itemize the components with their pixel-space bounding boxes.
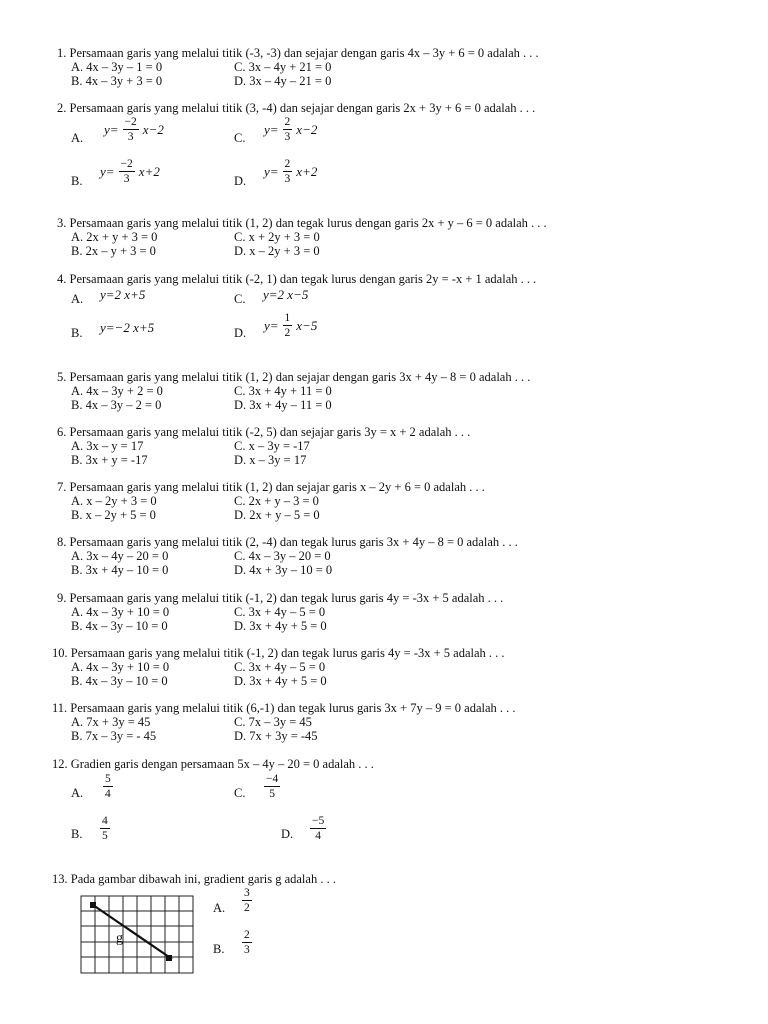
q10-option-d: D. 3x + 4y + 5 = 0 bbox=[234, 674, 327, 688]
q11-option-d: D. 7x + 3y = -45 bbox=[234, 729, 318, 743]
q2-option-b: y= $\frac{-2}{3}$ x+2 bbox=[100, 158, 160, 186]
q13-label-b: B. bbox=[213, 942, 225, 956]
q4-option-d: y= $\frac{1}{2}$ x−5 bbox=[264, 312, 318, 340]
q12-option-b: $\frac{4}{5}$ bbox=[102, 815, 108, 843]
q12-label-b: B. bbox=[71, 827, 83, 841]
q7-option-a: A. x – 2y + 3 = 0 bbox=[71, 494, 157, 508]
q6-option-c: C. x – 3y = -17 bbox=[234, 439, 310, 453]
question-10-stem: 10. Persamaan garis yang melalui titik (-1, 2) dan tegak lurus garis 4y = -3x + 5 adalah . . . bbox=[52, 646, 505, 660]
q8-option-a: A. 3x – 4y – 20 = 0 bbox=[71, 549, 169, 563]
q1-option-b: B. 4x – 3y + 3 = 0 bbox=[71, 74, 163, 88]
q5-option-b: B. 4x – 3y – 2 = 0 bbox=[71, 398, 162, 412]
q2-label-d: D. bbox=[234, 174, 247, 188]
question-11-stem: 11. Persamaan garis yang melalui titik (6,-1) dan tegak lurus garis 3x + 7y – 9 = 0 adalah . . . bbox=[52, 701, 516, 715]
q11-option-c: C. 7x – 3y = 45 bbox=[234, 715, 312, 729]
q9-option-a: A. 4x – 3y + 10 = 0 bbox=[71, 605, 170, 619]
q12-label-c: C. bbox=[234, 786, 246, 800]
q10-option-c: C. 3x + 4y – 5 = 0 bbox=[234, 660, 326, 674]
question-5-stem: 5. Persamaan garis yang melalui titik (1, 2) dan sejajar dengan garis 3x + 4y – 8 = 0 adalah . . . bbox=[57, 370, 531, 384]
q3-option-c: C. x + 2y + 3 = 0 bbox=[234, 230, 320, 244]
q4-option-c: y=2 x−5 bbox=[263, 287, 309, 302]
q6-option-a: A. 3x – y = 17 bbox=[71, 439, 144, 453]
q13-option-a: $\frac{3}{2}$ bbox=[244, 887, 250, 915]
q9-option-d: D. 3x + 4y + 5 = 0 bbox=[234, 619, 327, 633]
q4-label-c: C. bbox=[234, 292, 246, 306]
q4-label-d: D. bbox=[234, 326, 247, 340]
q3-option-b: B. 2x – y + 3 = 0 bbox=[71, 244, 156, 258]
line-g-start-point bbox=[90, 902, 96, 908]
question-3-stem: 3. Persamaan garis yang melalui titik (1, 2) dan tegak lurus dengan garis 2x + y – 6 = 0 adalah . . . bbox=[57, 216, 547, 230]
q2-label-a: A. bbox=[71, 131, 84, 145]
q12-label-d: D. bbox=[281, 827, 294, 841]
q5-option-a: A. 4x – 3y + 2 = 0 bbox=[71, 384, 163, 398]
q2-label-c: C. bbox=[234, 131, 246, 145]
q12-option-c: $\frac{-4}{5}$ bbox=[266, 773, 279, 801]
q1-option-a: A. 4x – 3y – 1 = 0 bbox=[71, 60, 163, 74]
q4-option-b: y=−2 x+5 bbox=[100, 320, 155, 335]
q4-label-a: A. bbox=[71, 292, 84, 306]
q9-option-b: B. 4x – 3y – 10 = 0 bbox=[71, 619, 168, 633]
gradient-grid-figure bbox=[80, 895, 196, 975]
q5-option-c: C. 3x + 4y + 11 = 0 bbox=[234, 384, 332, 398]
q9-option-c: C. 3x + 4y – 5 = 0 bbox=[234, 605, 326, 619]
q12-option-a: $\frac{5}{4}$ bbox=[105, 773, 111, 801]
q1-option-c: C. 3x – 4y + 21 = 0 bbox=[234, 60, 332, 74]
line-g-label: g bbox=[116, 931, 123, 946]
q2-option-c: y= $\frac{2}{3}$ x−2 bbox=[264, 116, 318, 144]
question-13-stem: 13. Pada gambar dibawah ini, gradient garis g adalah . . . bbox=[52, 872, 336, 886]
q5-option-d: D. 3x + 4y – 11 = 0 bbox=[234, 398, 332, 412]
q8-option-d: D. 4x + 3y – 10 = 0 bbox=[234, 563, 333, 577]
q6-option-d: D. x – 3y = 17 bbox=[234, 453, 307, 467]
q10-option-b: B. 4x – 3y – 10 = 0 bbox=[71, 674, 168, 688]
q8-option-c: C. 4x – 3y – 20 = 0 bbox=[234, 549, 331, 563]
question-9-stem: 9. Persamaan garis yang melalui titik (-1, 2) dan tegak lurus garis 4y = -3x + 5 adalah . . . bbox=[57, 591, 504, 605]
question-8-stem: 8. Persamaan garis yang melalui titik (2, -4) dan tegak lurus garis 3x + 4y – 8 = 0 adalah . . . bbox=[57, 535, 518, 549]
q2-label-b: B. bbox=[71, 174, 83, 188]
q11-option-a: A. 7x + 3y = 45 bbox=[71, 715, 151, 729]
q2-option-d: y= $\frac{2}{3}$ x+2 bbox=[264, 158, 318, 186]
q12-option-d: $\frac{-5}{4}$ bbox=[312, 815, 325, 843]
q1-option-d: D. 3x – 4y – 21 = 0 bbox=[234, 74, 332, 88]
q13-option-b: $\frac{2}{3}$ bbox=[244, 929, 250, 957]
q6-option-b: B. 3x + y = -17 bbox=[71, 453, 148, 467]
q4-option-a: y=2 x+5 bbox=[100, 287, 146, 302]
question-1-stem: 1. Persamaan garis yang melalui titik (-3, -3) dan sejajar dengan garis 4x – 3y + 6 = 0 adalah . . . bbox=[57, 46, 539, 60]
question-2-stem: 2. Persamaan garis yang melalui titik (3, -4) dan sejajar dengan garis 2x + 3y + 6 = 0 adalah . . . bbox=[57, 101, 536, 115]
q7-option-b: B. x – 2y + 5 = 0 bbox=[71, 508, 156, 522]
q11-option-b: B. 7x – 3y = - 45 bbox=[71, 729, 157, 743]
q2-option-a: y= $\frac{-2}{3}$ x−2 bbox=[104, 116, 164, 144]
q8-option-b: B. 3x + 4y – 10 = 0 bbox=[71, 563, 169, 577]
line-g bbox=[93, 905, 172, 959]
q4-label-b: B. bbox=[71, 326, 83, 340]
q7-option-d: D. 2x + y – 5 = 0 bbox=[234, 508, 320, 522]
q7-option-c: C. 2x + y – 3 = 0 bbox=[234, 494, 319, 508]
q3-option-a: A. 2x + y + 3 = 0 bbox=[71, 230, 158, 244]
question-12-stem: 12. Gradien garis dengan persamaan 5x – 4y – 20 = 0 adalah . . . bbox=[52, 757, 374, 771]
q10-option-a: A. 4x – 3y + 10 = 0 bbox=[71, 660, 170, 674]
q12-label-a: A. bbox=[71, 786, 84, 800]
q13-label-a: A. bbox=[213, 901, 226, 915]
line-g-end-point bbox=[166, 955, 172, 961]
question-6-stem: 6. Persamaan garis yang melalui titik (-2, 5) dan sejajar garis 3y = x + 2 adalah . . . bbox=[57, 425, 471, 439]
question-7-stem: 7. Persamaan garis yang melalui titik (1, 2) dan sejajar garis x – 2y + 6 = 0 adalah . . . bbox=[57, 480, 485, 494]
q3-option-d: D. x – 2y + 3 = 0 bbox=[234, 244, 320, 258]
question-4-stem: 4. Persamaan garis yang melalui titik (-2, 1) dan tegak lurus dengan garis 2y = -x + 1 adalah . . . bbox=[57, 272, 537, 286]
